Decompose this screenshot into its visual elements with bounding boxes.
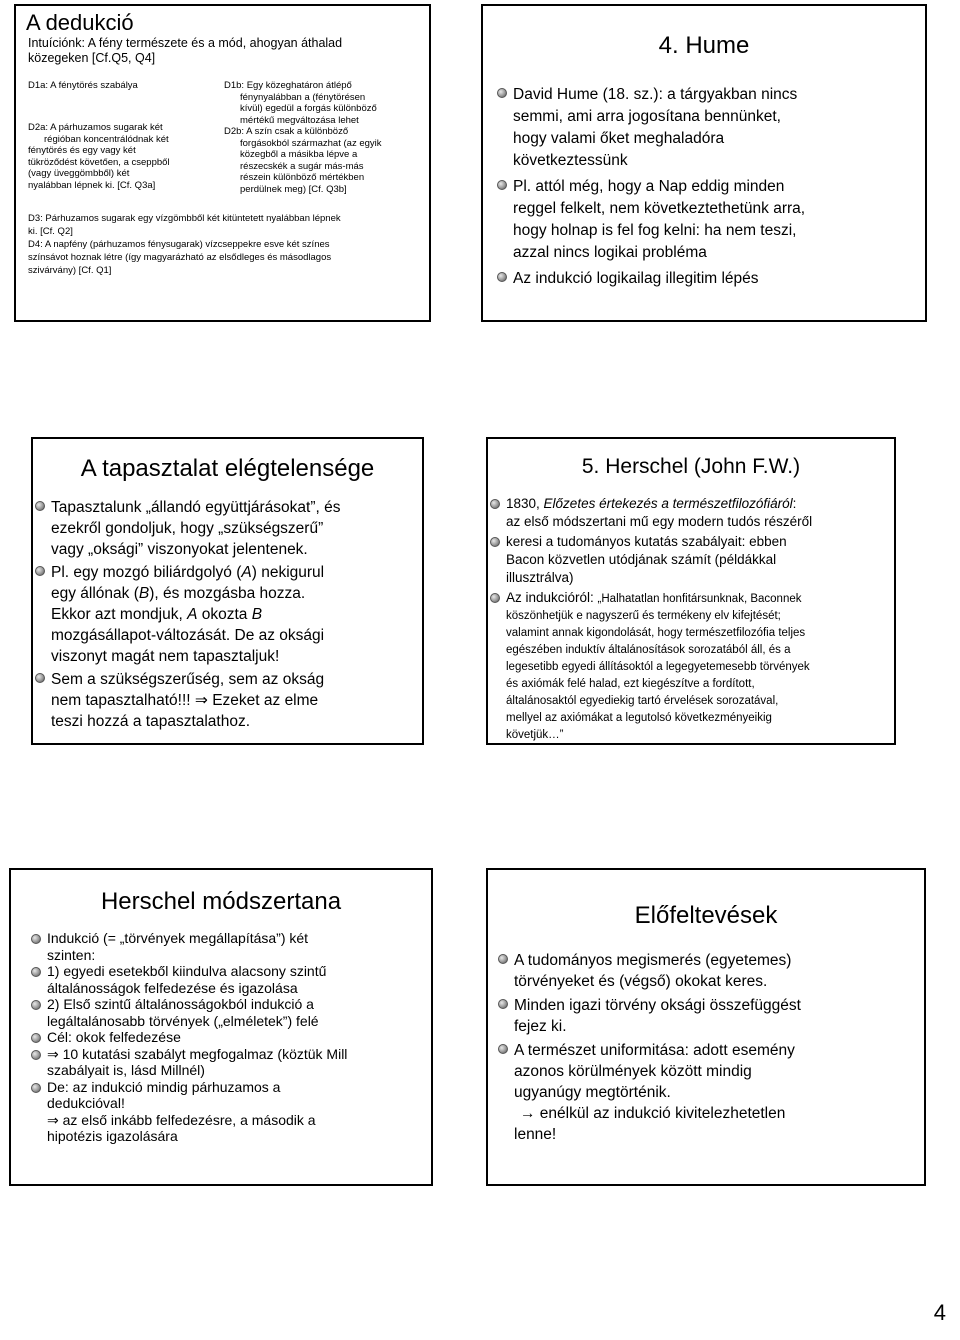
list-item-continuation: → enélkül az indukció kivitelezhetetlen lenne! [514, 1105, 786, 1143]
list-item-continuation: ⇒ az első inkább felfedezésre, a második a hipotézis igazolására [47, 1111, 316, 1144]
d2b-block: D2b: A szín csak a különböző forgásokból származhat (az egyik közegből a másikba lépve a részecskék a sugár más-más részein különböző mértékben perdülnek meg) [Cf. Q3b] [224, 126, 382, 195]
bullet-icon [31, 1082, 44, 1093]
bullet-list [35, 497, 418, 732]
list-item: 2) Első szintű általánosságokból indukció a legáltalánosabb törvények („elméletek”) felé [31, 996, 427, 1029]
bullet-icon [498, 953, 511, 964]
double-arrow-icon: ⇒ [47, 1111, 59, 1128]
slide-herschel-modszertana [9, 868, 433, 1186]
page-number: 4 [933, 1300, 946, 1325]
bullet-list [498, 950, 920, 1145]
slide-title: Előfeltevések [634, 902, 778, 929]
bullet-icon [490, 536, 503, 547]
slide-title: A dedukció [26, 10, 134, 35]
bullet-icon [497, 271, 510, 282]
list-item: Pl. attól még, hogy a Nap eddig minden reggel felkelt, nem következtethetünk arra, hogy holnap is fel fog kelni: ha nem teszi, azzal nincs logikai probléma [497, 176, 919, 264]
bullet-list [31, 930, 427, 1145]
slide-title: A tapasztalat elégtelensége [80, 455, 375, 482]
list-item: 1) egyedi esetekből kiindulva alacsony szintű általánosságok felfedezése és igazolása [31, 963, 427, 996]
list-item: Az indukció logikailag illegitim lépés [497, 268, 919, 290]
list-item: De: az indukció mindig párhuzamos a dedukcióval! [31, 1079, 427, 1112]
list-item: 1830, Előzetes értekezés a természetfilozófiáról: az első módszertani mű egy modern tudós részéről [490, 495, 890, 531]
bullet-icon [498, 1043, 511, 1054]
bullet-icon [35, 500, 48, 511]
list-item: keresi a tudományos kutatás szabályait: ebben Bacon közvetlen utódjának számít (példákkal illusztrálva) [490, 533, 890, 587]
list-item: Sem a szükségszerűség, sem az okság nem tapasztalható!!! ⇒ Ezeket az elme teszi hozzá a tapasztalathoz. [35, 669, 418, 732]
bullet-icon [490, 592, 503, 603]
bullet-icon [490, 498, 503, 509]
d4-block: D4: A napfény (párhuzamos fénysugarak) vízcseppekre esve két színes színsávot hoznak létre (így magyarázható az elsődleges és másodlagos szivárvány) [Cf. Q1] [28, 239, 332, 276]
list-item: Minden igazi törvény oksági összefüggést fejez ki. [498, 995, 920, 1037]
bullet-icon [31, 933, 44, 944]
slide-elofeltevesek [486, 868, 926, 1186]
double-arrow-icon: ⇒ [47, 1045, 59, 1062]
bullet-icon [497, 87, 510, 98]
slide-hume [481, 4, 927, 322]
slide-subtitle: Intuíciónk: A fény természete és a mód, ahogyan áthalad közegeken [Cf.Q5, Q4] [28, 36, 343, 65]
bullet-icon [31, 966, 44, 977]
list-item: Indukció (= „törvények megállapítása”) két szinten: [31, 930, 427, 963]
list-item: Az indukcióról: „Halhatatlan honfitársunknak, Baconnek köszönhetjük e nagyszerű és termékeny elv kifejtését; valamint annak kigondolását, hogy természetfilozófia teljes egészében induktív általánosítások sorozatából áll, és a legesetibb egyedi állításoktól a legegyetemesebb törvények és axiómák felé halad, ezt kiegészítve a fordított, általánosaktól egyediekig tartó érvelések sorozatával, mellyel az axiómákat a legutolsó következményeikig követjük…” [490, 589, 890, 744]
list-item: Cél: okok felfedezése [31, 1029, 427, 1046]
list-item: Pl. egy mozgó biliárdgolyó (A) nekigurul egy állónak (B), és mozgásba hozza. Ekkor azt mondjuk, A okozta B mozgásállapot-változását. De az oksági viszonyt magát nem tapasztaljuk! [35, 562, 418, 667]
list-item: David Hume (18. sz.): a tárgyakban nincs semmi, ami arra jogosítana bennünket, hogy valami őket meghaladóra következtessünk [497, 84, 919, 172]
slide-herschel [486, 437, 896, 745]
double-arrow-icon: ⇒ [194, 692, 208, 709]
list-item: A tudományos megismerés (egyetemes) törvényeket és (végső) okokat keres. [498, 950, 920, 992]
d2a-block: D2a: A párhuzamos sugarak két régióban koncentrálódnak két fénytörés és egy vagy két tükröződést követően, a cseppből (vagy üveggömbből) két nyalábban lépnek ki. [Cf. Q3a] [28, 122, 170, 191]
bullet-icon [497, 179, 510, 190]
slide-title: 4. Hume [658, 32, 750, 59]
bullet-icon [35, 565, 48, 576]
bullet-icon [498, 998, 511, 1009]
slide-tapasztalat [31, 437, 424, 745]
d3-block: D3: Párhuzamos sugarak egy vízgömbből két kitüntetett nyalábban lépnek ki. [Cf. Q2] [28, 213, 341, 237]
bullet-list [490, 495, 890, 744]
bullet-icon [35, 672, 48, 683]
bullet-icon [31, 1049, 44, 1060]
slide-title: Herschel módszertana [100, 888, 342, 915]
bullet-icon [31, 999, 44, 1010]
list-item: Tapasztalunk „állandó együttjárásokat”, és ezekről gondoljuk, hogy „szükségszerű” vagy „oksági” viszonyokat jelentenek. [35, 497, 418, 560]
d1a-label: D1a: A fénytörés szabálya [28, 80, 138, 91]
slide-a-dedukcio [14, 4, 431, 322]
bullet-list [497, 84, 919, 290]
d1b-block: D1b: Egy közeghatáron átlépő fénynyalábban a (fénytörésen kívül) egedül a forgás különböző mértékű megváltozása lehet [224, 80, 377, 126]
list-item: ⇒ 10 kutatási szabályt megfogalmaz (köztük Mill szabályait is, lásd Millnél) [31, 1046, 427, 1079]
list-item: A természet uniformitása: adott esemény azonos körülmények között mindig ugyanúgy megtörténik. [498, 1040, 920, 1103]
arrow-right-icon: → [520, 1105, 536, 1122]
slide-title: 5. Herschel (John F.W.) [581, 455, 801, 478]
bullet-icon [31, 1032, 44, 1043]
